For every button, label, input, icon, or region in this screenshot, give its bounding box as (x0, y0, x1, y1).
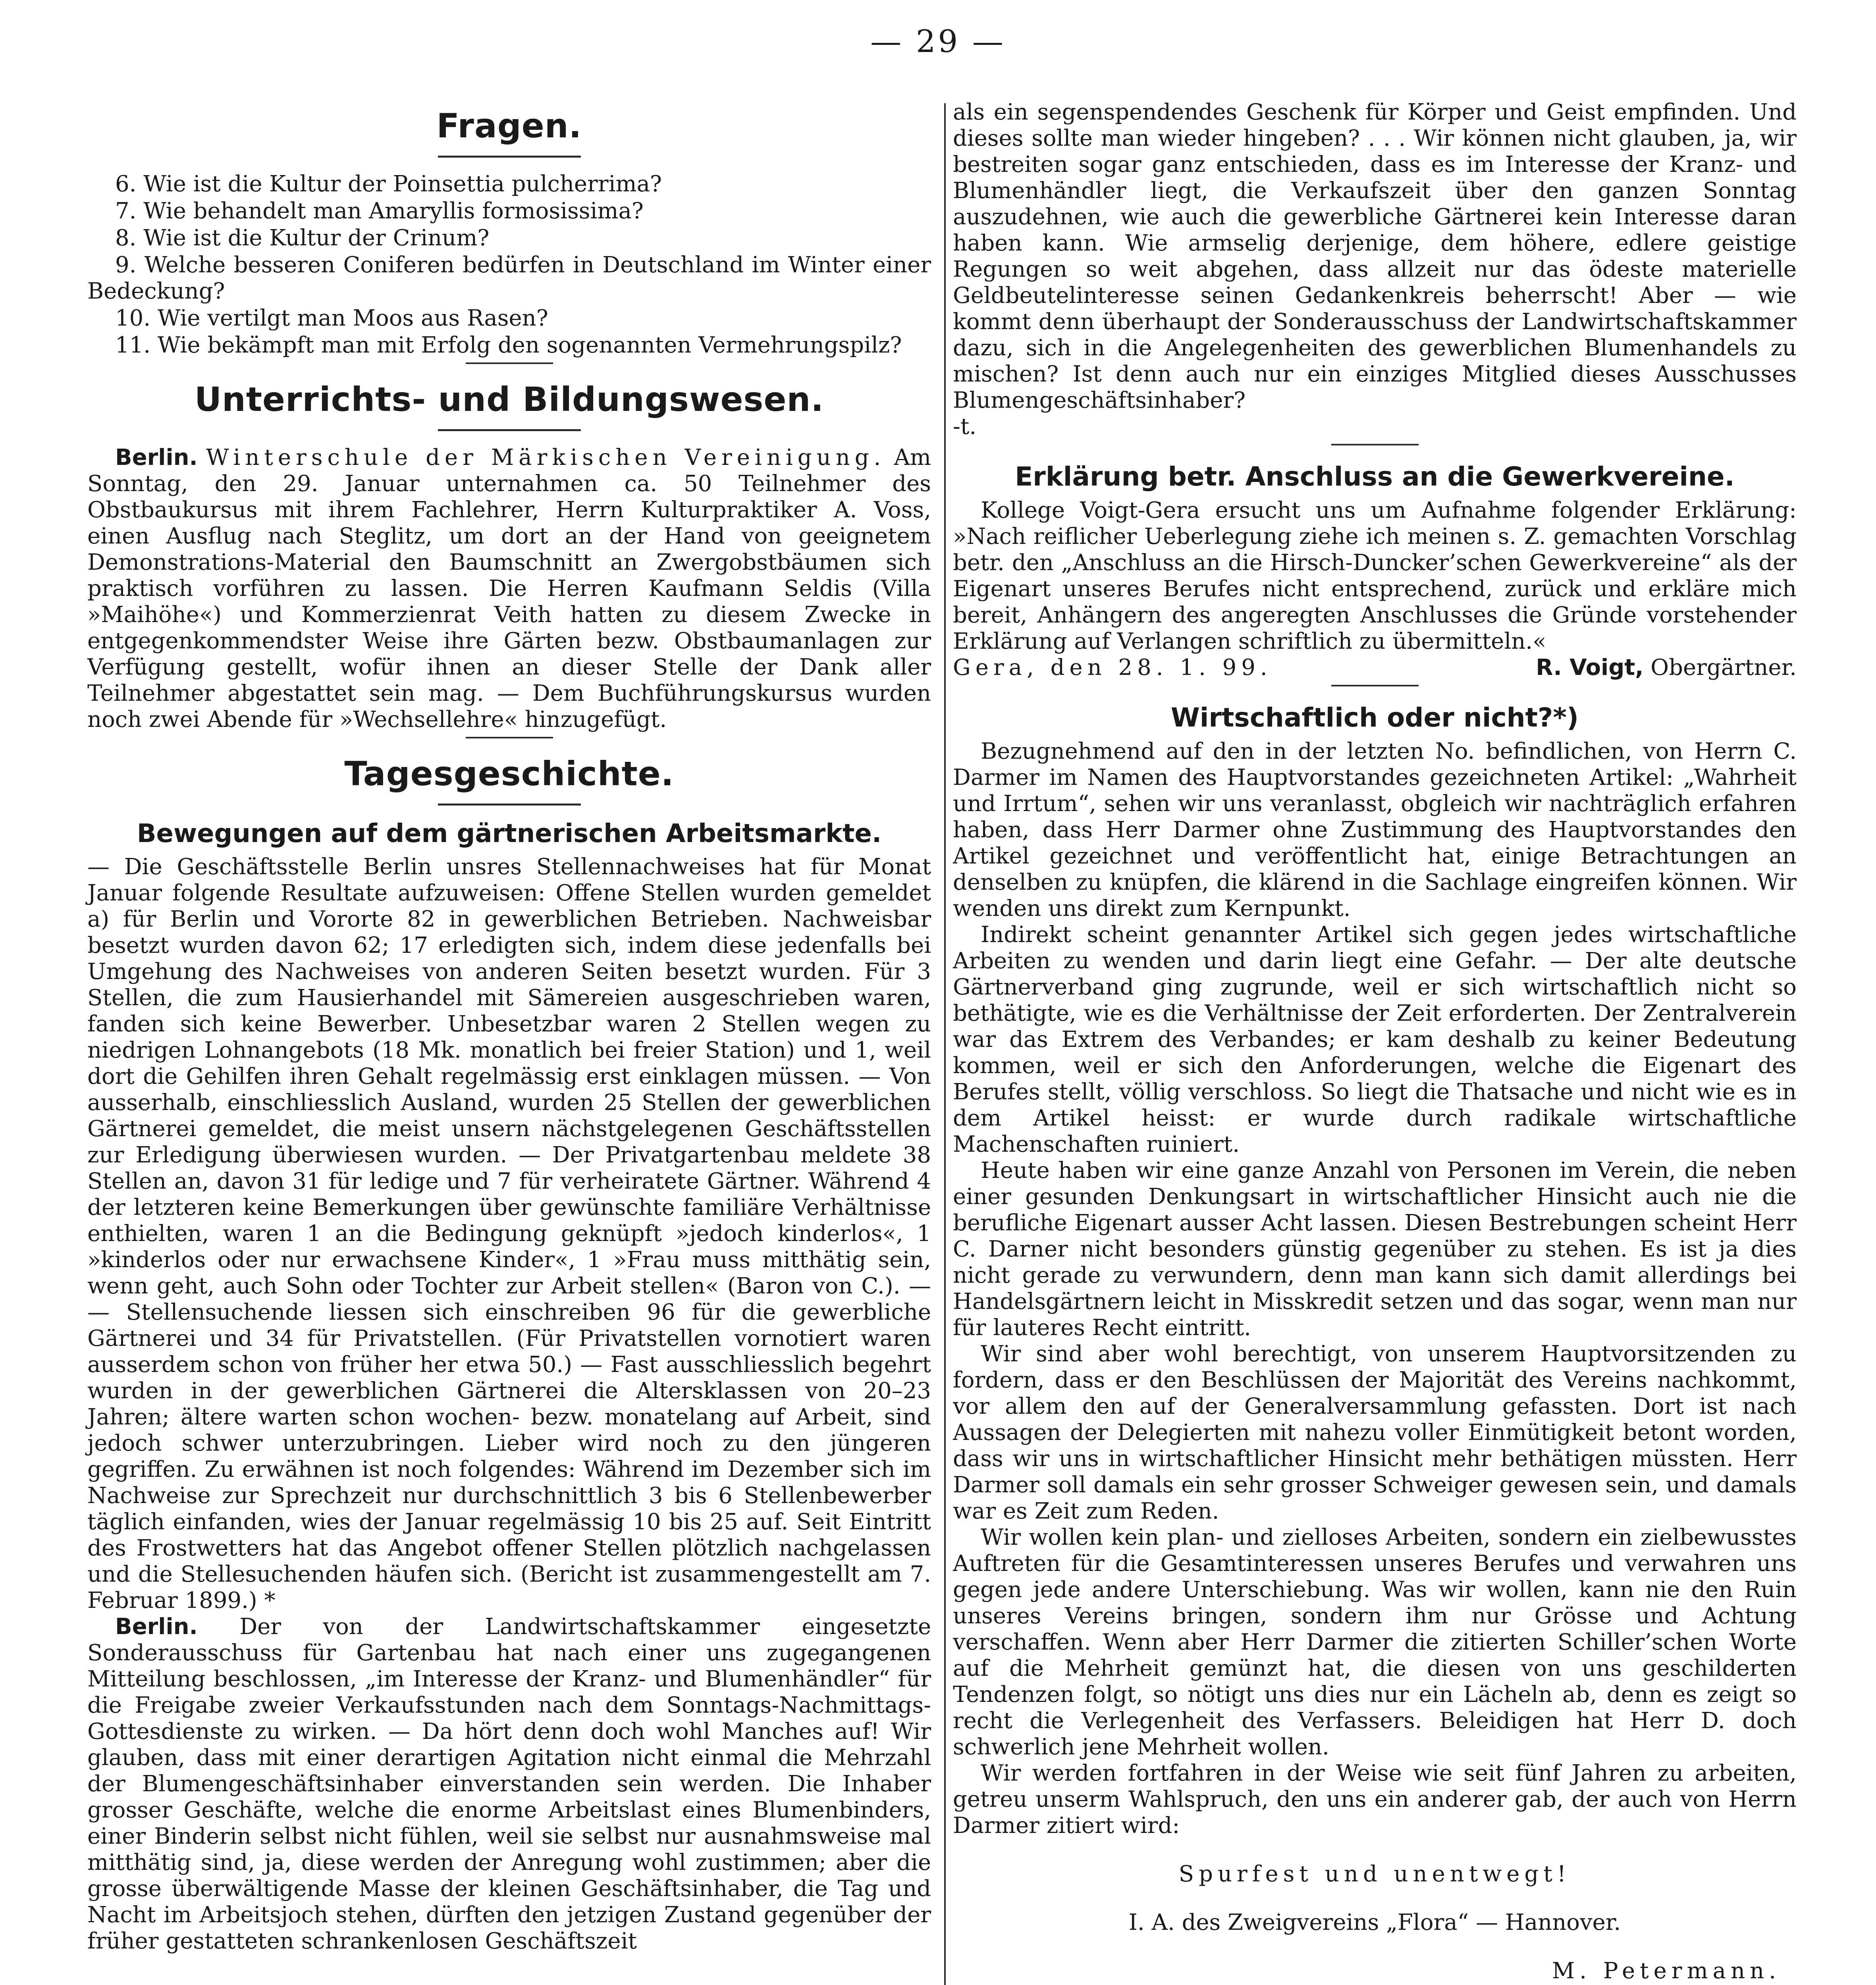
tages-text: Der von der Landwirtschaftskammer eingesetzte Sonderausschuss für Gartenbau hat nach einer uns zugegangenen Mitteilung beschlossen, „im Interesse der Kranz- und Blumenhändler“ für die Freigabe zweier Verkaufsstunden nach dem Sonntags-Nachmittags-Gottesdienste zu wirken. — Da hört denn doch wohl Manches auf! Wir glauben, dass mit einer derartigen Agitation nicht einmal die Mehrzahl der Blumengeschäftsinhaber einverstanden sein werden. Die Inhaber grosser Geschäfte, welche die enorme Arbeitslast eines Blumenbinders, einer Binderin selbst nicht fühlen, weil sie selbst nur ausnahmsweise mal mitthätig sind, ja, diese werden der Anregung wohl zustimmen; aber die grosse überwältigende Masse der kleinen Geschäftsinhaber, die Tag und Nacht im Arbeitsjoch stehen, dürften den jetzigen Zustand gegenüber der früher gestatteten schrankenlosen Geschäftszeit (87, 1614, 931, 1954)
unterricht-rule (438, 429, 581, 431)
section-rule (1331, 685, 1419, 686)
wirtschaft-paragraph: Indirekt scheint genannter Artikel sich gegen jedes wirtschaftliche Arbeiten zu wenden und darin liegt eine Gefahr. — Der alte deutsche Gärtnerverband ging zugrunde, weil er sich wirtschaftlich nicht so bethätigte, wie es die Verhältnisse der Zeit erforderten. Der Zentralverein war das Extrem des Verbandes; er kam deshalb zu keiner Bedeutung kommen, weil er sich den Anforderungen, welche die Eigenart des Berufes stellt, völlig verschloss. So liegt die Thatsache und nicht wie es in dem Artikel heisst: er wurde durch radikale wirtschaftliche Machenschaften ruiniert. (953, 922, 1797, 1157)
continued-signature: -t. (953, 414, 977, 439)
fragen-rule (438, 156, 581, 158)
left-column (87, 99, 931, 1954)
erklaerung-signature (1536, 655, 1797, 681)
erklaerung-place-date: Gera, den 28. 1. 99. (953, 655, 1272, 680)
question-item: 6. Wie ist die Kultur der Poinsettia pulcherrima? (115, 171, 662, 197)
wirtschaft-paragraph: Wir werden fortfahren in der Weise wie seit fünf Jahren zu arbeiten, getreu unserm Wahlspruch, den uns ein anderer gab, der auch von Herrn Darmer zitiert wird: (953, 1760, 1797, 1839)
right-column (953, 99, 1797, 1985)
wirtschaft-title: Wirtschaftlich oder nicht?*) (1170, 702, 1579, 733)
wirtschaft-paragraph: Bezugnehmend auf den in der letzten No. befindlichen, von Herrn C. Darmer im Namen des Hauptvorstandes gezeichneten Artikel: „Wahrheit und Irrtum“, sehen wir uns veranlasst, obgleich wir nachträglich erfahren haben, dass Herr Darmer ohne Zustimmung des Hauptvorstandes den Artikel gezeichnet und veröffentlicht hat, einige Betrachtungen an denselben zu knüpfen, die klärend in die Sachlage eingreifen können. Wir wenden uns direkt zum Kernpunkt. (953, 738, 1797, 921)
wirtschaft-paragraph: Wir sind aber wohl berechtigt, von unserem Hauptvorsitzenden zu fordern, dass er den Beschlüssen der Majorität des Vereins nachkommt, vor allem den auf der Generalversammlung gefassten. Dort ist nach Aussagen der Delegierten mit nahezu voller Einmütigkeit betont worden, dass wir uns in wirtschaftlicher Hinsicht mehr bethätigen müssten. Herr Darmer soll damals ein sehr grosser Schweiger gewesen sein, und damals war es Zeit zum Reden. (953, 1341, 1797, 1524)
unterricht-lead: Berlin. (115, 445, 198, 470)
question-item: 7. Wie behandelt man Amaryllis formosissima? (115, 198, 644, 224)
section-rule (466, 737, 553, 738)
erklaerung-title: Erklärung betr. Anschluss an die Gewerkvereine. (1015, 461, 1735, 492)
question-item: 8. Wie ist die Kultur der Crinum? (115, 225, 490, 251)
wirtschaft-on-behalf: I. A. des Zweigvereins „Flora“ — Hannover. (1128, 1910, 1621, 1935)
fragen-list (87, 171, 931, 358)
tages-paragraph-1: — Die Geschäftsstelle Berlin unsres Stellennachweises hat für Monat Januar folgende Resultate aufzuweisen: Offene Stellen wurden gemeldet a) für Berlin und Vororte 82 in gewerblichen Betrieben. Nachweisbar besetzt wurden davon 62; 17 erledigten sich, indem diese jedenfalls bei Umgehung des Nachweises von anderen Seiten besetzt wurden. Für 3 Stellen, die zum Hausierhandel mit Sämereien ausgeschrieben waren, fanden sich keine Bewerber. Unbesetzbar waren 2 Stellen wegen zu niedrigen Lohnangebots (18 Mk. monatlich bei freier Station) und 1, weil dort die Gehilfen ihren Gehalt regelmässig erst einklagen müssen. — Von ausserhalb, einschliesslich Ausland, wurden 25 Stellen der gewerblichen Gärtnerei gemeldet, die meist unsern nächstgelegenen Geschäftsstellen zur Erledigung überwiesen wurden. — Der Privatgartenbau meldete 38 Stellen an, davon 31 für ledige und 7 für verheiratete Gärtner. Während 4 der letzteren keine Bemerkungen über gewünschte familiäre Verhältnisse enthielten, waren 1 an die Bedingung geknüpft »jedoch kinderlos«, 1 »kinderlos oder nur erwachsene Kinder«, 1 »Frau muss mitthätig sein, wenn geht, auch Sohn oder Tochter zur Arbeit stellen« (Baron von C.). — — Stellensuchende liessen sich einschreiben 96 für die gewerbliche Gärtnerei und 34 für Privatstellen. (Für Privatstellen vornotiert waren ausserdem schon von früher her etwa 50.) — Fast ausschliesslich begehrt wurden in der gewerblichen Gärtnerei die Altersklassen von 20–23 Jahren; ältere warten schon wochen- bezw. monatelang auf Arbeit, sind jedoch schwer unterzubringen. Lieber wird noch zu den jüngeren gegriffen. Zu erwähnen ist noch folgendes: Während im Dezember sich im Nachweise zur Sprechzeit nur durchschnittlich 3 bis 6 Stellenbewerber täglich einfanden, wies der Januar regelmässig 10 bis 25 auf. Seit Eintritt des Frostwetters hat das Angebot offener Stellen plötzlich nachgelassen und die Stellesuchenden häufen sich. (Bericht ist zusammengestellt am 7. Februar 1899.) * (87, 854, 931, 1613)
tages-title: Tagesgeschichte. (344, 754, 674, 793)
erklaerung-paragraph: Kollege Voigt-Gera ersucht uns um Aufnahme folgender Erklärung: »Nach reiflicher Ueberlegung ziehe ich meinen s. Z. gemachten Vorschlag betr. den „Anschluss an die Hirsch-Duncker’schen Gewerkvereine“ als der Eigenart unseres Berufes nicht entsprechend, zurück und erkläre mich bereit, Anhängern des angeregten Anschlusses die Gründe vorstehender Erklärung auf Verlangen schriftlich zu übermitteln.« (953, 497, 1797, 654)
section-rule (1331, 444, 1419, 445)
tages-lead: Berlin. (115, 1614, 198, 1640)
erklaerung-signature-line (953, 655, 1797, 681)
tages-paragraph-2 (87, 1614, 931, 1954)
continued-paragraph: als ein segenspendendes Geschenk für Körper und Geist empfinden. Und dieses sollte man wieder hingeben? . . . Wir können nicht glauben, ja, wir bestreiten sogar ganz entschieden, dass es im Interesse der Kranz- und Blumenhändler liegt, die Verkaufszeit über den ganzen Sonntag auszudehnen, wie auch die gewerbliche Gärtnerei kein Interesse daran haben kann. Wie armselig derjenige, dem höhere, edlere geistige Regungen so weit abgehen, dass allzeit nur das ödeste materielle Geldbeutelinteresse seinen Gedankenkreis beherrscht! Aber — wie kommt denn überhaupt der Sonderausschuss der Landwirtschaftskammer dazu, sich in die Angelegenheiten des gewerblichen Blumenhandels zu mischen? Ist denn auch nur ein einziges Mitglied dieses Ausschusses Blumengeschäftsinhaber? (953, 99, 1797, 413)
unterricht-title: Unterrichts- und Bildungswesen. (194, 380, 824, 419)
erklaerung-signer: R. Voigt, (1536, 655, 1644, 680)
column-divider (944, 103, 946, 1985)
unterricht-spaced: Winterschule der Märkischen Vereinigung. (206, 445, 886, 470)
tages-rule (438, 804, 581, 806)
question-item: 10. Wie vertilgt man Moos aus Rasen? (115, 305, 548, 331)
fragen-title: Fragen. (436, 106, 582, 145)
wirtschaft-motto: Spurfest und unentwegt! (1178, 1861, 1571, 1887)
unterricht-text: Am Sonntag, den 29. Januar unternahmen ca. 50 Teilnehmer des Obstbaukursus mit ihrem Fachlehrer, Herrn Kulturpraktiker A. Voss, einen Ausflug nach Steglitz, um dort an der Hand von geeignetem Demonstrations-Material den Baumschnitt an Zwergobstbäumen sich praktisch vorführen zu lassen. Die Herren Kaufmann Seldis (Villa »Maihöhe«) und Kommerzienrat Veith hatten zu diesem Zwecke in entgegenkommendster Weise ihre Gärten bezw. Obstbaumanlagen zur Verfügung gestellt, wofür ihnen an dieser Stelle der Dank aller Teilnehmer abgestattet sein mag. — Dem Buchführungskursus wurden noch zwei Abende für »Wechsellehre« hinzugefügt. (87, 445, 931, 732)
tages-subhead: Bewegungen auf dem gärtnerischen Arbeitsmarkte. (137, 819, 882, 848)
unterricht-paragraph (87, 445, 931, 733)
wirtschaft-paragraph: Wir wollen kein plan- und zielloses Arbeiten, sondern ein zielbewusstes Auftreten für die Gesamtinteressen unseres Berufes und verwahren uns gegen jede andere Unterschiebung. Was wir wollen, kann nie den Ruin unseres Vereins bringen, sondern ihm nur Grösse und Achtung verschaffen. Wenn aber Herr Darmer die zitierten Schiller’schen Worte auf die Mehrheit gemünzt hat, die diesen von uns geschilderten Tendenzen folgt, so nötigt uns dies nur ein Lächeln ab, denn es zeigt so recht die Verlegenheit des Verfassers. Beleidigen hat Herr D. doch schwerlich jene Mehrheit wollen. (953, 1524, 1797, 1760)
section-rule (466, 362, 553, 364)
wirtschaft-paragraph: Heute haben wir eine ganze Anzahl von Personen im Verein, die neben einer gesunden Denkungsart in wirtschaftlicher Hinsicht auch nie die berufliche Eigenart ausser Acht lassen. Diesen Bestrebungen scheint Herr C. Darner nicht besonders günstig gegenüber zu stehen. Es ist ja dies nicht gerade zu verwundern, denn man kann sich damit allerdings bei Handelsgärtnern leicht in Misskredit setzen und das sogar, wenn man nur für lauteres Recht eintritt. (953, 1158, 1797, 1341)
wirtschaft-signer: M. Petermann. (1552, 1958, 1781, 1984)
erklaerung-role: Obergärtner. (1650, 655, 1797, 680)
question-item: 9. Welche besseren Coniferen bedürfen in Deutschland im Winter einer Bedeckung? (87, 252, 931, 304)
page-number: — 29 — (870, 24, 1006, 60)
question-item: 11. Wie bekämpft man mit Erfolg den sogenannten Vermehrungspilz? (115, 332, 902, 358)
